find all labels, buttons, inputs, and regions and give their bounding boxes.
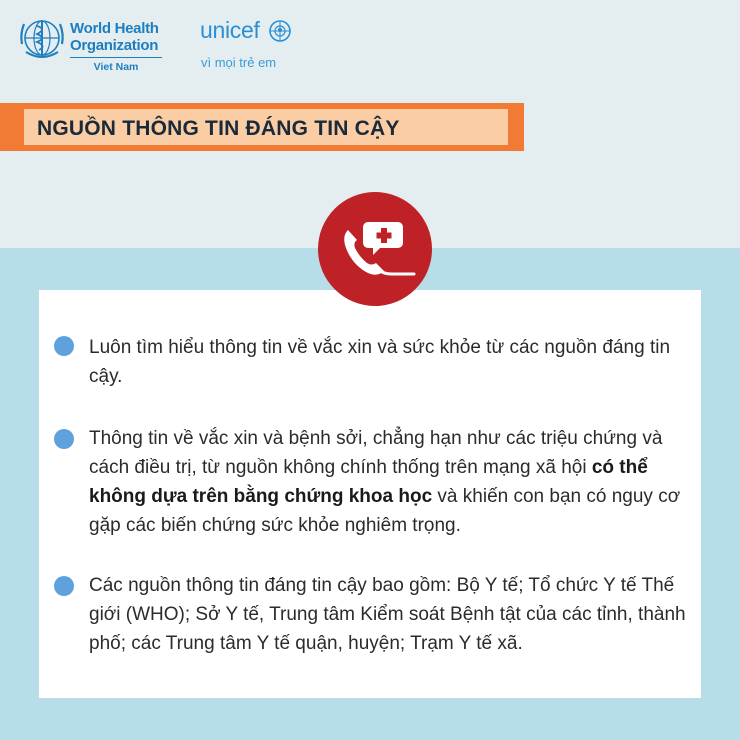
list-item-2: [89, 424, 689, 540]
phone-badge: [318, 192, 432, 306]
list-item-2-emphasis: có thể không dựa trên bằng chứng khoa học: [89, 457, 648, 507]
list-item-2-text-before: Thông tin về vắc xin và bệnh sởi, chẳng hạn như các triệu chứng và cách điều trị, từ nguồn không chính thống trên mạng xã hội: [89, 428, 663, 478]
who-divider: [70, 57, 162, 58]
unicef-globe-icon: [268, 19, 292, 43]
unicef-wordmark: unicef: [200, 17, 260, 43]
bullet-icon: [54, 429, 74, 449]
phone-medical-chat-icon: [318, 192, 432, 306]
who-name-line2: Organization: [70, 37, 159, 54]
list-item-1: Luôn tìm hiểu thông tin về vắc xin và sức khỏe từ các nguồn đáng tin cậy.: [89, 337, 671, 387]
page-title: NGUỒN THÔNG TIN ĐÁNG TIN CẬY: [37, 117, 400, 140]
who-wordmark: [70, 20, 162, 73]
bullet-icon: [54, 336, 74, 356]
list-item-3: Các nguồn thông tin đáng tin cậy bao gồm: Bộ Y tế; Tổ chức Y tế Thế giới (WHO); Sở Y tế, Trung tâm Kiểm soát Bệnh tật của các tỉnh, thành phố; các Trung tâm Y tế quận, huyện; Trạm Y tế xã.: [89, 575, 686, 654]
who-country: Viet Nam: [93, 61, 139, 73]
unicef-tagline: vì mọi trẻ em: [201, 55, 277, 70]
who-name-line1: World Health: [70, 20, 159, 37]
bullet-icon: [54, 576, 74, 596]
who-emblem-icon: [18, 16, 66, 62]
list-item-2-text-after: và khiến con bạn có nguy cơ gặp các biến chứng sức khỏe nghiêm trọng.: [89, 486, 681, 536]
